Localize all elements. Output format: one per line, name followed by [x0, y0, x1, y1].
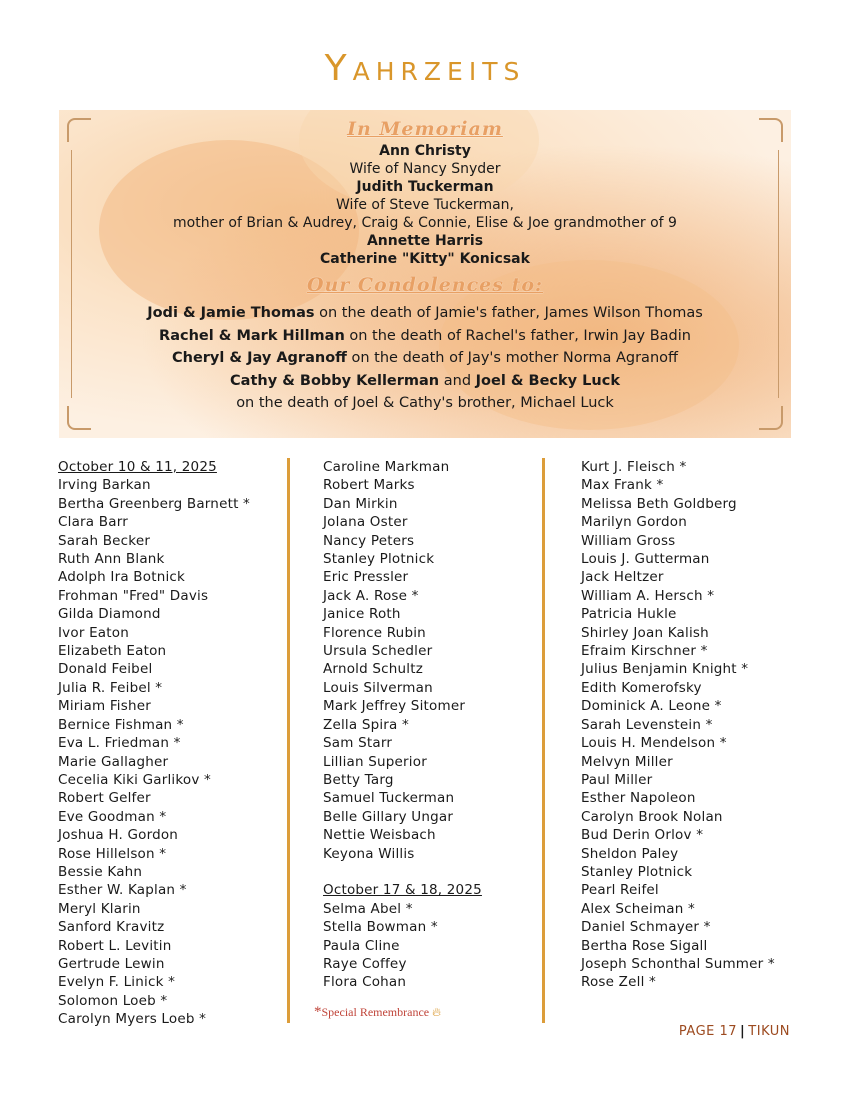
date-heading: October 17 & 18, 2025 [323, 882, 482, 899]
yahrzeit-name: Paul Miller [581, 771, 653, 788]
yahrzeit-name: Shirley Joan Kalish [581, 624, 709, 641]
yahrzeit-name: Melissa Beth Goldberg [581, 495, 737, 512]
yahrzeit-name: Evelyn F. Linick * [58, 974, 176, 991]
yahrzeit-name: Mark Jeffrey Sitomer [323, 698, 466, 715]
yahrzeit-name: Louis Silverman [323, 679, 433, 696]
date-heading: October 10 & 11, 2025 [58, 459, 217, 475]
publication-name: TIKUN [748, 1024, 790, 1039]
condolences-line [59, 347, 791, 370]
yahrzeit-name: Caroline Markman [323, 459, 450, 475]
yahrzeit-name: Julius Benjamin Knight * [581, 661, 749, 678]
condolences-text: on the death of Jay's mother Norma Agranoff [346, 350, 678, 366]
yahrzeit-name: Sanford Kravitz [58, 919, 165, 936]
memoriam-line [59, 196, 791, 214]
condolences-line [59, 392, 791, 415]
yahrzeit-name: Lillian Superior [323, 753, 427, 770]
yahrzeit-name: Carolyn Myers Loeb * [58, 1011, 207, 1028]
condolences-name: Cheryl & Jay Agranoff [171, 350, 347, 366]
yahrzeit-name: Bud Derin Orlov * [581, 827, 704, 844]
yahrzeit-name: Samuel Tuckerman [323, 790, 455, 807]
memoriam-list [59, 142, 791, 268]
yahrzeit-name: Marie Gallagher [58, 753, 169, 770]
yahrzeit-name: Bessie Kahn [58, 863, 143, 880]
yahrzeit-name: Donald Feibel [58, 661, 153, 678]
yahrzeit-name: Eve Goodman * [58, 808, 167, 825]
page-title: Yahrzeits [324, 48, 526, 89]
yahrzeit-name: Jolana Oster [323, 514, 408, 531]
yahrzeit-name: Louis J. Gutterman [581, 551, 710, 568]
yahrzeit-name: Dan Mirkin [323, 495, 398, 512]
column-divider [542, 458, 545, 1023]
condolences-name: Rachel & Mark Hillman [159, 327, 345, 344]
memoriam-name: Annette Harris [366, 233, 484, 249]
yahrzeit-name: Gilda Diamond [58, 606, 161, 623]
yahrzeit-name: Belle Gillary Ungar [323, 808, 454, 825]
yahrzeit-name: Adolph Ira Botnick [58, 569, 186, 586]
condolences-line [59, 325, 791, 348]
yahrzeit-name: Arnold Schultz [323, 661, 424, 678]
yahrzeit-name: Sheldon Paley [581, 845, 679, 862]
condolences-text: on the death of Joel & Cathy's brother, Michael Luck [236, 395, 614, 411]
yahrzeit-name: Stanley Plotnick [323, 551, 435, 568]
yahrzeit-name: Eric Pressler [323, 569, 409, 586]
yahrzeit-name: Stella Bowman * [323, 919, 438, 936]
yahrzeit-name: Esther Napoleon [581, 790, 696, 807]
condolences-text: on the death of Rachel's father, Irwin Jay Badin [344, 327, 691, 344]
memoriam-line [59, 160, 791, 178]
memoriam-name: Judith Tuckerman [356, 179, 494, 195]
yahrzeit-name: Carolyn Brook Nolan [581, 808, 723, 825]
yahrzeit-name: Selma Abel * [323, 900, 413, 917]
yahrzeit-name: Stanley Plotnick [581, 863, 693, 880]
memoriam-text: Wife of Nancy Snyder [349, 161, 501, 177]
yahrzeit-name: Keyona Willis [323, 845, 415, 862]
yahrzeit-name: Janice Roth [323, 606, 401, 623]
yahrzeit-name: Solomon Loeb * [58, 992, 168, 1009]
yahrzeit-name: Pearl Reifel [581, 882, 659, 899]
yahrzeit-name: Nettie Weisbach [323, 827, 436, 844]
yahrzeit-name: Rose Hillelson * [58, 845, 167, 862]
yahrzeit-name: Raye Coffey [323, 955, 407, 972]
yahrzeit-name: Alex Scheiman * [581, 900, 695, 917]
yahrzeit-name: Frohman "Fred" Davis [58, 587, 209, 604]
memoriam-line [59, 232, 791, 250]
condolences-name: Cathy & Bobby Kellerman [230, 372, 440, 389]
yahrzeit-name: Bertha Greenberg Barnett * [58, 495, 250, 512]
yahrzeit-name: Kurt J. Fleisch * [581, 459, 687, 475]
memoriam-text: mother of Brian & Audrey, Craig & Connie, Elise & Joe grandmother of 9 [173, 215, 677, 231]
yahrzeit-name: Elizabeth Eaton [58, 643, 167, 660]
yahrzeit-name: Robert Marks [323, 477, 415, 494]
column-divider [287, 458, 290, 1023]
yahrzeit-name: Julia R. Feibel * [58, 679, 163, 696]
footer-separator: | [740, 1024, 746, 1039]
yahrzeit-name: Rose Zell * [581, 974, 656, 991]
condolences-heading: Our Condolences to: [306, 274, 544, 296]
condolences-line [59, 370, 791, 393]
yahrzeit-name: Edith Komerofsky [581, 679, 702, 696]
yahrzeit-name: Melvyn Miller [581, 753, 673, 770]
memoriam-line [59, 250, 791, 268]
banner-content [59, 110, 791, 415]
condolences-line [59, 302, 791, 325]
yahrzeit-name: Florence Rubin [323, 624, 426, 641]
memoriam-name: Catherine "Kitty" Konicsak [320, 251, 530, 267]
yahrzeit-name: Ursula Schedler [323, 643, 433, 660]
yahrzeit-name: Bertha Rose Sigall [581, 937, 708, 954]
yahrzeit-name: Irving Barkan [58, 477, 151, 494]
yahrzeit-name: Cecelia Kiki Garlikov * [58, 771, 212, 788]
special-remembrance-note [314, 1004, 441, 1021]
yahrzeit-name: Robert L. Levitin [58, 937, 172, 954]
memoriam-line [59, 214, 791, 232]
yahrzeit-name: Joseph Schonthal Summer * [581, 955, 775, 972]
memoriam-line [59, 178, 791, 196]
yahrzeit-name: Eva L. Friedman * [58, 735, 181, 752]
flame-icon: 🔥︎ [432, 1005, 441, 1019]
yahrzeit-name: Sarah Becker [58, 532, 151, 549]
yahrzeit-name: Clara Barr [58, 514, 128, 531]
yahrzeit-name: Sarah Levenstein * [581, 716, 713, 733]
condolences-name: Joel & Becky Luck [475, 372, 620, 389]
yahrzeit-name: Daniel Schmayer * [581, 919, 711, 936]
yahrzeit-name: Max Frank * [581, 477, 664, 494]
yahrzeit-name: Joshua H. Gordon [58, 827, 179, 844]
yahrzeit-name: Ruth Ann Blank [58, 551, 165, 568]
yahrzeit-name: Nancy Peters [323, 532, 415, 549]
yahrzeit-column-1 [58, 458, 250, 1029]
memoriam-line [59, 142, 791, 160]
yahrzeit-name: Jack A. Rose * [323, 587, 419, 604]
yahrzeit-name: Efraim Kirschner * [581, 643, 708, 660]
yahrzeit-name: Paula Cline [323, 937, 400, 954]
condolences-list [59, 302, 791, 415]
condolences-text: and [439, 372, 476, 389]
yahrzeit-name: Ivor Eaton [58, 624, 129, 641]
yahrzeit-name: Marilyn Gordon [581, 514, 688, 531]
yahrzeit-name: Sam Starr [323, 735, 393, 752]
yahrzeit-name: Patricia Hukle [581, 606, 677, 623]
yahrzeit-name: William Gross [581, 532, 676, 549]
special-label: Special Remembrance [321, 1005, 430, 1019]
yahrzeit-name: Dominick A. Leone * [581, 698, 722, 715]
yahrzeit-name: William A. Hersch * [581, 587, 715, 604]
condolences-text: on the death of Jamie's father, James Wilson Thomas [314, 305, 703, 321]
yahrzeit-column-3 [581, 458, 775, 992]
yahrzeit-name: Bernice Fishman * [58, 716, 184, 733]
yahrzeit-name: Jack Heltzer [581, 569, 664, 586]
yahrzeit-name: Flora Cohan [323, 974, 407, 991]
yahrzeit-name: Meryl Klarin [58, 900, 141, 917]
memoriam-text: Wife of Steve Tuckerman, [336, 197, 514, 213]
yahrzeit-name: Zella Spira * [323, 716, 409, 733]
yahrzeit-name: Esther W. Kaplan * [58, 882, 187, 899]
memoriam-banner [59, 110, 791, 438]
yahrzeit-name: Gertrude Lewin [58, 955, 165, 972]
yahrzeit-name: Betty Targ [323, 771, 394, 788]
special-star: * [314, 1004, 322, 1020]
yahrzeit-name: Louis H. Mendelson * [581, 735, 727, 752]
yahrzeit-column-2 [323, 458, 482, 992]
memoriam-heading: In Memoriam [347, 118, 503, 140]
page-number: PAGE 17 [678, 1024, 738, 1039]
memoriam-name: Ann Christy [379, 143, 471, 159]
section-spacer [323, 863, 482, 881]
yahrzeit-name: Robert Gelfer [58, 790, 151, 807]
condolences-name: Jodi & Jamie Thomas [147, 305, 315, 321]
yahrzeit-name: Miriam Fisher [58, 698, 151, 715]
page-footer [679, 1024, 790, 1039]
